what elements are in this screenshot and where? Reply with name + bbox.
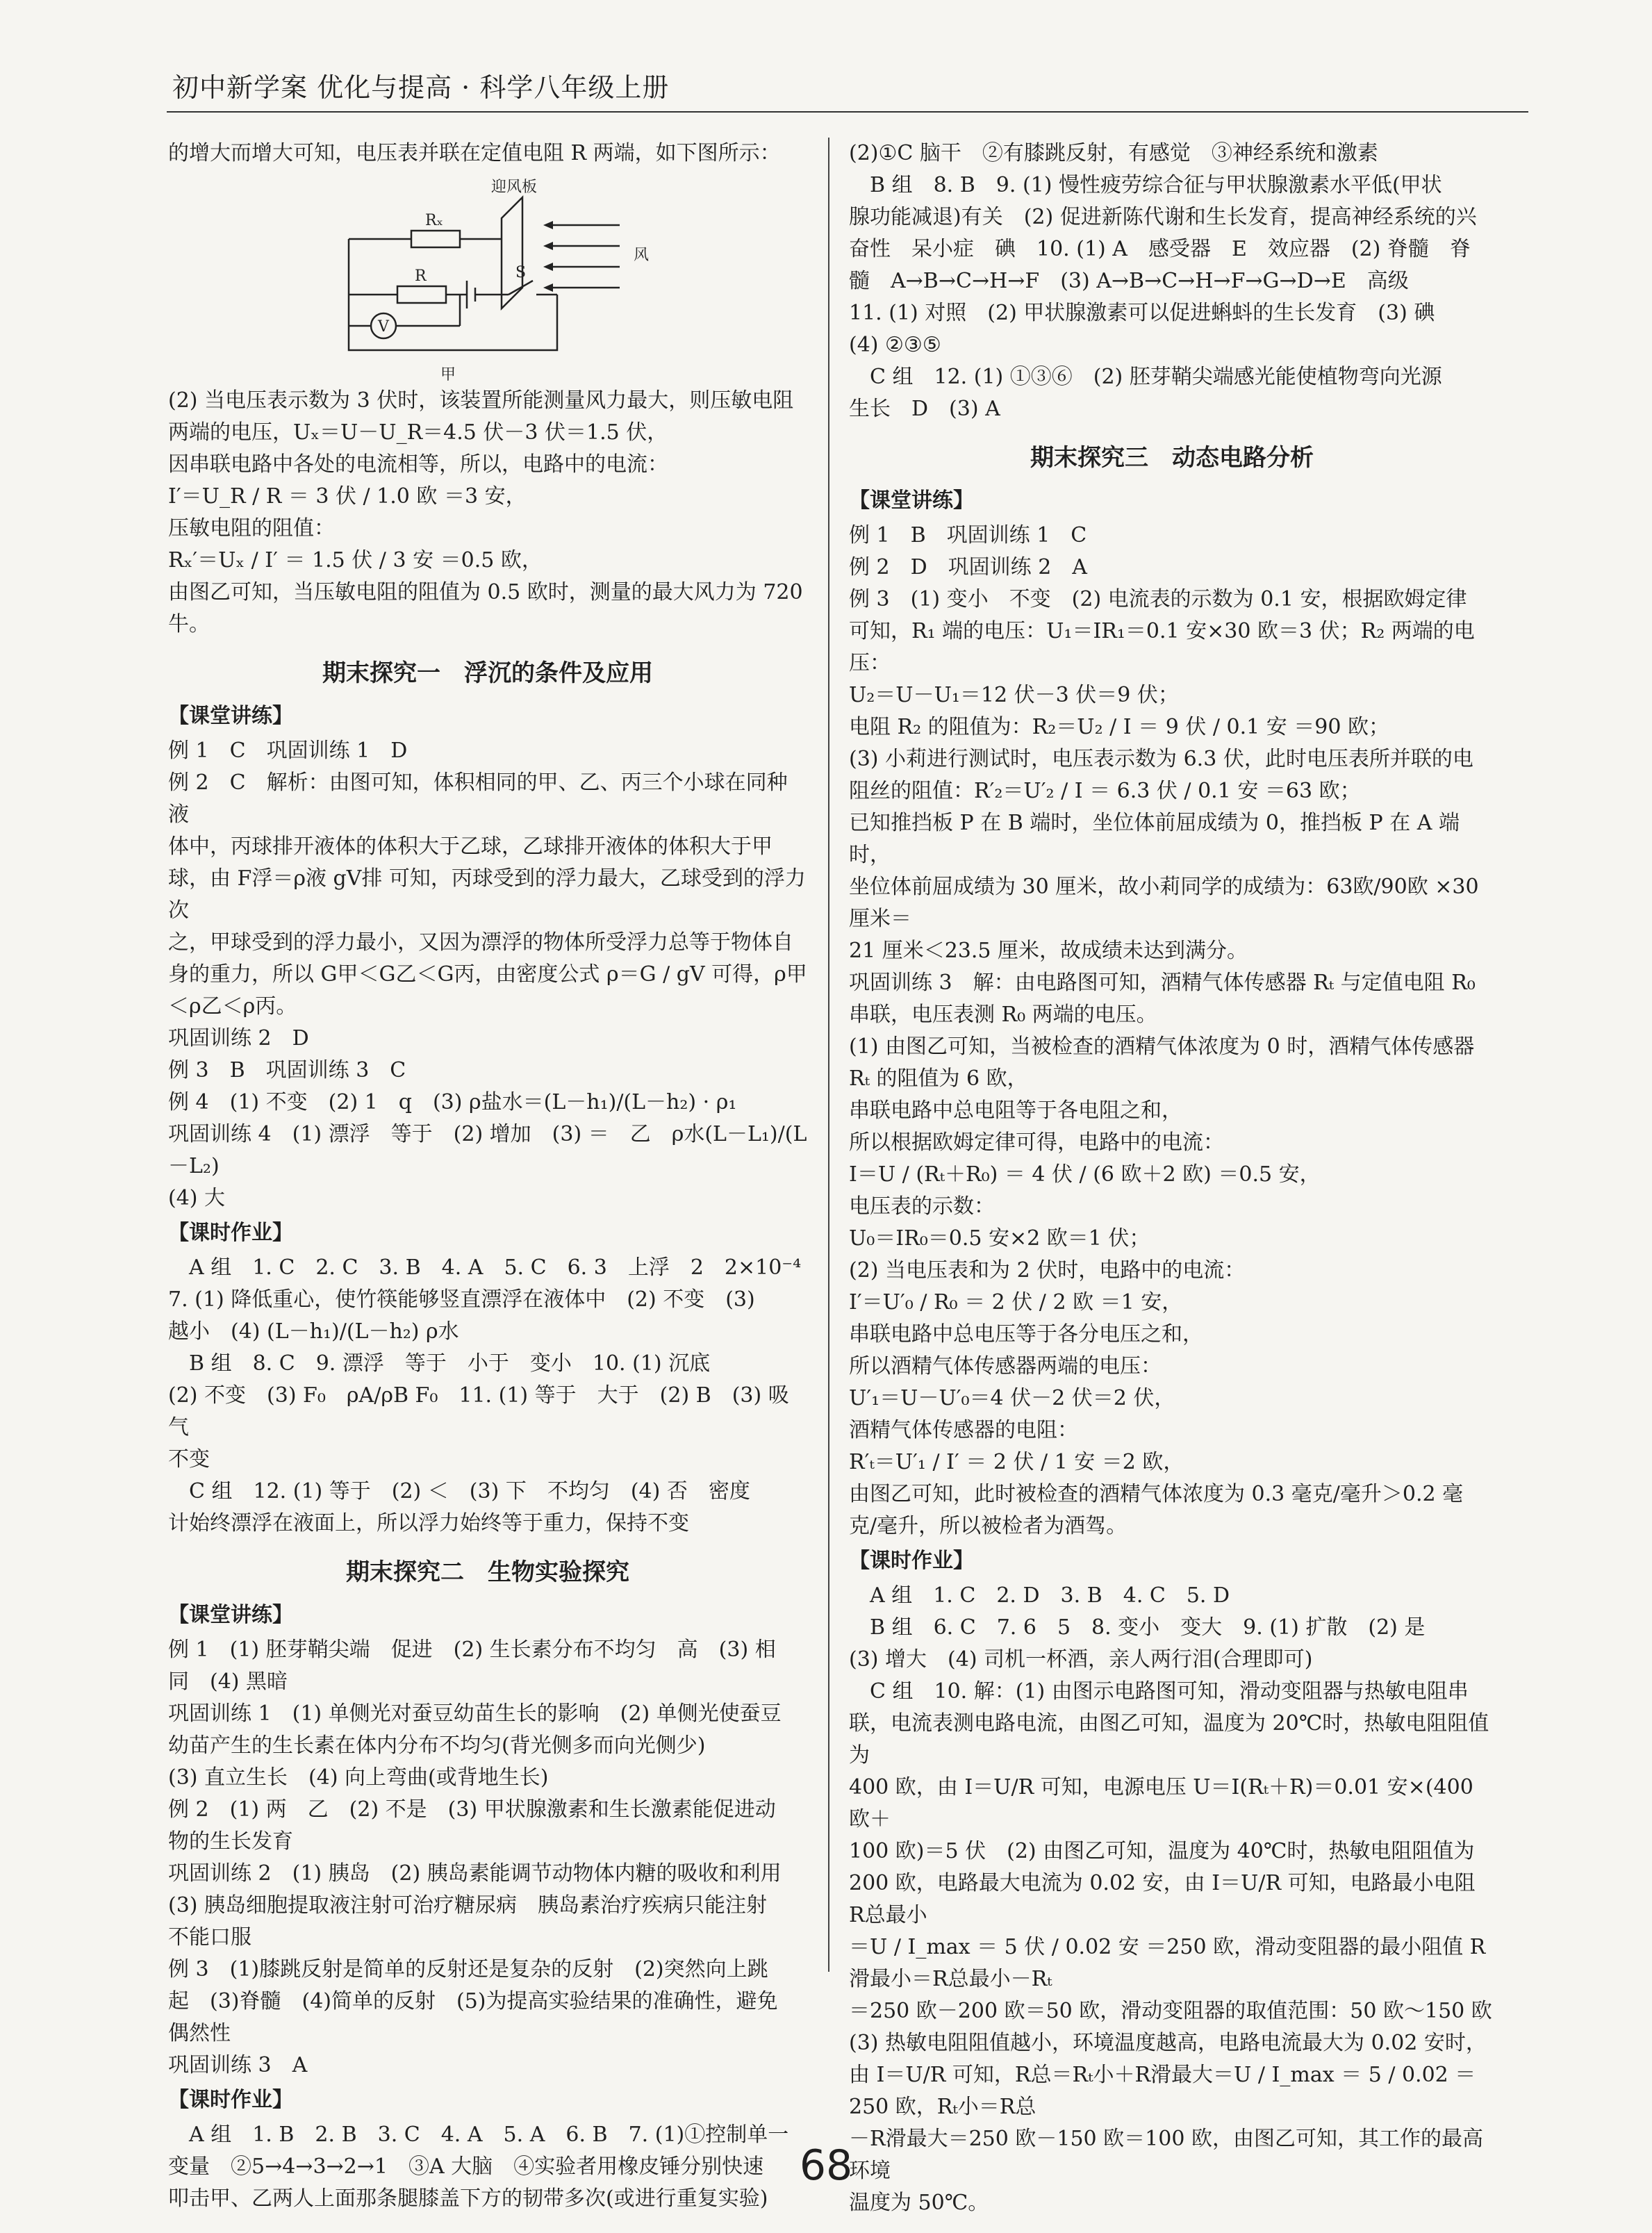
v-label: V (378, 318, 389, 336)
text-line: I′＝U′₀ / R₀ ＝ 2 伏 / 2 欧 ＝1 安， (849, 1290, 1183, 1315)
text-line: 联，电流表测电路电流，由图乙可知，温度为 20℃时，热敏电阻阻值为 (849, 1711, 1489, 1768)
text-line: 巩固训练 1 (1) 单侧光对蚕豆幼苗生长的影响 (2) 单侧光使蚕豆 (168, 1701, 782, 1726)
text-line: 由图乙可知，当压敏电阻的阻值为 0.5 欧时，测量的最大风力为 720 牛。 (168, 580, 810, 636)
text-line: B 组 8. C 9. 漂浮 等于 小于 变小 10. (1) 沉底 (168, 1351, 711, 1376)
text-line: 不能口服 (168, 1925, 251, 1950)
text-line: (3) 增大 (4) 司机一杯酒，亲人两行泪(合理即可) (849, 1647, 1313, 1672)
page-number: 68 (799, 2141, 853, 2190)
text-line: Rₓ′＝Uₓ / I′ ＝ 1.5 伏 / 3 安 ＝0.5 欧， (168, 548, 543, 572)
text-line: 例 2 (1) 两 乙 (2) 不是 (3) 甲状腺激素和生长激素能促进动 (168, 1797, 776, 1822)
text-line: 坐位体前屈成绩为 30 厘米，故小莉同学的成绩为：63欧/90欧 ×30 厘米＝ (849, 875, 1486, 931)
s-label: S (515, 264, 527, 281)
text-line: 由图乙可知，此时被检查的酒精气体浓度为 0.3 毫克/毫升＞0.2 毫 (849, 1482, 1464, 1506)
r-label: R (415, 267, 427, 285)
circuit-diagram (328, 176, 717, 385)
text-line: ＝250 欧－200 欧＝50 欧，滑动变阻器的取值范围：50 欧～150 欧 (849, 1999, 1492, 2023)
text-line: 巩固训练 4 (1) 漂浮 等于 (2) 增加 (3) ＝ 乙 ρ水(L－L₁)/(L－L₂) (168, 1122, 807, 1178)
text-line: 压敏电阻的阻值： (168, 516, 335, 541)
text-line: 例 3 B 巩固训练 3 C (168, 1058, 406, 1082)
text-line: 身的重力，所以 G甲＜G乙＜G丙，由密度公式 ρ＝G / gV 可得，ρ甲＜ρ乙＜ρ丙。 (168, 962, 807, 1019)
text-line: 因串联电路中各处的电流相等，所以，电路中的电流： (168, 452, 668, 477)
text-line: 不变 (168, 1447, 210, 1472)
left-column (168, 138, 810, 2215)
text-line: 例 1 B 巩固训练 1 C (849, 523, 1087, 547)
text-line: (2) 当电压表示数为 3 伏时，该装置所能测量风力最大，则压敏电阻 (168, 388, 794, 413)
page-header: 初中新学案 优化与提高 · 科学八年级上册 (172, 72, 670, 103)
sec1-classroom-block (168, 735, 807, 1214)
text-line: 越小 (4) (L－h₁)/(L－h₂) ρ水 (168, 1319, 459, 1344)
tag-classroom-1: 【课堂讲练】 (168, 704, 293, 728)
text-line: 之，甲球受到的浮力最小，又因为漂浮的物体所受浮力总等于物体自 (168, 930, 793, 955)
text-line: 温度为 50℃。 (849, 2191, 989, 2215)
text-line: 串联电路中总电压等于各分电压之和， (849, 1322, 1203, 1346)
tag-classroom-3: 【课堂讲练】 (849, 488, 974, 513)
text-line: 生长 D (3) A (849, 397, 1000, 421)
board-label: 迎风板 (491, 179, 538, 196)
right-column (849, 138, 1495, 2219)
tag-classroom-2: 【课堂讲练】 (168, 1603, 293, 1627)
text-line: 偶然性 (168, 2021, 231, 2045)
text-line: (3) 胰岛细胞提取液注射可治疗糖尿病 胰岛素治疗疾病只能注射 (168, 1893, 768, 1918)
text-line: －R滑最大＝250 欧－150 欧＝100 欧，由图乙可知，其工作的最高环境 (849, 2127, 1483, 2183)
text-line: 起 (3)脊髓 (4)简单的反射 (5)为提高实验结果的准确性，避免 (168, 1989, 778, 2013)
tag-homework-2: 【课时作业】 (168, 2088, 293, 2112)
text-line: (2) 不变 (3) F₀ ρA/ρB F₀ 11. (1) 等于 大于 (2) B (3) 吸气 (168, 1383, 789, 1440)
text-line: (2)①C 脑干 ②有膝跳反射，有感觉 ③神经系统和激素 (849, 141, 1378, 165)
text-line: 7. (1) 降低重心，使竹筷能够竖直漂浮在液体中 (2) 不变 (3) (168, 1287, 755, 1312)
text-line: B 组 6. C 7. 6 5 8. 变小 变大 9. (1) 扩散 (2) 是 (849, 1615, 1426, 1640)
intro-block (168, 138, 807, 170)
text-line: (4) ②③⑤ (849, 333, 941, 357)
text-line: 计始终漂浮在液面上，所以浮力始终等于重力，保持不变 (168, 1511, 689, 1535)
section-title-2: 期末探究二 生物实验探究 (346, 1558, 629, 1586)
text-line: 已知推挡板 P 在 B 端时，坐位体前屈成绩为 0，推挡板 P 在 A 端时， (849, 811, 1460, 867)
text-line: Rₜ 的阻值为 6 欧， (849, 1066, 1028, 1091)
text-line: 21 厘米＜23.5 厘米，故成绩未达到满分。 (849, 939, 1248, 963)
text-line: 阻丝的阻值：R′₂＝U′₂ / I ＝ 6.3 伏 / 0.1 安 ＝63 欧； (849, 779, 1361, 803)
text-line: 可知，R₁ 端的电压：U₁＝IR₁＝0.1 安×30 欧＝3 伏；R₂ 两端的电压： (849, 619, 1475, 675)
text-line: 奋性 呆小症 碘 10. (1) A 感受器 E 效应器 (2) 脊髓 脊 (849, 237, 1471, 261)
text-line: U₂＝U－U₁＝12 伏－3 伏＝9 伏； (849, 683, 1179, 707)
text-line: 两端的电压，Uₓ＝U－U_R＝4.5 伏－3 伏＝1.5 伏， (168, 420, 668, 445)
text-line: (3) 直立生长 (4) 向上弯曲(或背地生长) (168, 1765, 549, 1790)
text-line: (2) 当电压表和为 2 伏时，电路中的电流： (849, 1258, 1246, 1283)
text-line: (4) 大 (168, 1186, 226, 1210)
text-line: A 组 1. C 2. C 3. B 4. A 5. C 6. 3 上浮 2 2×10⁻⁴ (168, 1255, 802, 1280)
text-line: 巩固训练 2 (1) 胰岛 (2) 胰岛素能调节动物体内糖的吸收和利用 (168, 1861, 782, 1886)
text-line: 200 欧，电路最大电流为 0.02 安，由 I＝U/R 可知，电路最小电阻 R总最小 (849, 1871, 1482, 1927)
sec3-classroom-block (849, 520, 1495, 1542)
column-divider (828, 138, 829, 1972)
text-line: 物的生长发育 (168, 1829, 293, 1854)
text-line: 克/毫升，所以被检者为酒驾。 (849, 1514, 1128, 1538)
tag-homework-3: 【课时作业】 (849, 1549, 974, 1573)
section-title-1: 期末探究一 浮沉的条件及应用 (322, 659, 653, 687)
sec3-homework-block (849, 1580, 1495, 2219)
text-line: 例 1 (1) 胚芽鞘尖端 促进 (2) 生长素分布不均匀 高 (3) 相 (168, 1638, 776, 1662)
text-line: A 组 1. B 2. B 3. C 4. A 5. A 6. B 7. (1)①控制单一 (168, 2123, 789, 2147)
text-line: 串联电路中总电阻等于各电阻之和， (849, 1098, 1182, 1123)
text-line: 电压表的示数： (849, 1194, 995, 1219)
tag-homework-1: 【课时作业】 (168, 1221, 293, 1245)
text-line: 例 2 D 巩固训练 2 A (849, 555, 1087, 579)
text-line: 酒精气体传感器的电阻： (849, 1418, 1078, 1442)
text-line: 串联，电压表测 R₀ 两端的电压。 (849, 1003, 1157, 1027)
text-line: (1) 由图乙可知，当被检查的酒精气体浓度为 0 时，酒精气体传感器 (849, 1035, 1475, 1059)
text-line: 幼苗产生的生长素在体内分布不均匀(背光侧多而向光侧少) (168, 1733, 706, 1758)
sec1-homework-block (168, 1252, 807, 1540)
text-line: I＝U / (Rₜ＋R₀) ＝ 4 伏 / (6 欧＋2 欧) ＝0.5 安， (849, 1162, 1321, 1187)
text-line: C 组 12. (1) 等于 (2) ＜ (3) 下 不均匀 (4) 否 密度 (168, 1479, 750, 1503)
text-line: 体中，丙球排开液体的体积大于乙球，乙球排开液体的体积大于甲 (168, 834, 773, 859)
text-line: 电阻 R₂ 的阻值为：R₂＝U₂ / I ＝ 9 伏 / 0.1 安 ＝90 欧； (849, 715, 1390, 739)
text-line: A 组 1. C 2. D 3. B 4. C 5. D (849, 1583, 1230, 1608)
text-line: 巩固训练 3 解：由电路图可知，酒精气体传感器 Rₜ 与定值电阻 R₀ (849, 971, 1476, 995)
text-line: (3) 小莉进行测试时，电压表示数为 6.3 伏，此时电压表所并联的电 (849, 747, 1473, 771)
text-line: C 组 12. (1) ①③⑥ (2) 胚芽鞘尖端感光能使植物弯向光源 (849, 365, 1442, 389)
text-line: I′＝U_R / R ＝ 3 伏 / 1.0 欧 ＝3 安， (168, 484, 527, 509)
text-line: 由 I＝U/R 可知，R总＝Rₜ小＋R滑最大＝U / I_max ＝ 5 / 0.02 ＝250 欧，Rₜ小＝R总 (849, 2063, 1476, 2119)
text-line: 例 2 C 解析：由图可知，体积相同的甲、乙、丙三个小球在同种液 (168, 771, 788, 827)
text-line: 例 3 (1) 变小 不变 (2) 电流表的示数为 0.1 安，根据欧姆定律 (849, 587, 1467, 611)
rx-label: Rₓ (425, 212, 443, 229)
wind-label: 风 (634, 247, 650, 264)
header-rule (167, 111, 1528, 113)
text-line: C 组 10. 解：(1) 由图示电路图可知，滑动变阻器与热敏电阻串 (849, 1679, 1469, 1704)
section-title-3: 期末探究三 动态电路分析 (1030, 444, 1314, 472)
text-line: 所以酒精气体传感器两端的电压： (849, 1354, 1162, 1378)
text-line: 叩击甲、乙两人上面那条腿膝盖下方的韧带多次(或进行重复实验) (168, 2186, 768, 2211)
sec2-classroom-block (168, 1634, 807, 2082)
text-line: 巩固训练 3 A (168, 2053, 308, 2077)
text-line: 球，由 F浮＝ρ液 gV排 可知，丙球受到的浮力最大，乙球受到的浮力次 (168, 866, 806, 923)
text-line: R′ₜ＝U′₁ / I′ ＝ 2 伏 / 1 安 ＝2 欧， (849, 1450, 1184, 1474)
right-top-block (849, 138, 1495, 425)
text-line: 巩固训练 2 D (168, 1026, 309, 1050)
text-line: U₀＝IR₀＝0.5 安×2 欧＝1 伏； (849, 1226, 1150, 1251)
text-line: 例 4 (1) 不变 (2) 1 q (3) ρ盐水＝(L－h₁)/(L－h₂) · ρ₁ (168, 1090, 737, 1114)
text-line: 例 3 (1)膝跳反射是简单的反射还是复杂的反射 (2)突然向上跳 (168, 1957, 768, 1981)
after-figure-block (168, 385, 810, 641)
figure-caption: 甲 (440, 366, 456, 384)
text-line: U′₁＝U－U′₀＝4 伏－2 伏＝2 伏， (849, 1386, 1175, 1410)
text-line: 变量 ②5→4→3→2→1 ③A 大脑 ④实验者用橡皮锤分别快速 (168, 2154, 764, 2179)
text-line: 腺功能减退)有关 (2) 促进新陈代谢和生长发育，提高神经系统的兴 (849, 205, 1477, 229)
text-line: 髓 A→B→C→H→F (3) A→B→C→H→F→G→D→E 高级 (849, 269, 1409, 293)
text-line: 100 欧)＝5 伏 (2) 由图乙可知，温度为 40℃时，热敏电阻阻值为 (849, 1839, 1475, 1863)
text-line: B 组 8. B 9. (1) 慢性疲劳综合征与甲状腺激素水平低(甲状 (849, 173, 1442, 197)
text-line: 400 欧，由 I＝U/R 可知，电源电压 U＝I(Rₜ＋R)＝0.01 安×(400 欧＋ (849, 1775, 1480, 1831)
text-line: 所以根据欧姆定律可得，电路中的电流： (849, 1130, 1224, 1155)
text-line: 例 1 C 巩固训练 1 D (168, 739, 408, 763)
text-line: 11. (1) 对照 (2) 甲状腺激素可以促进蝌蚪的生长发育 (3) 碘 (849, 301, 1435, 325)
text-line: (3) 热敏电阻阻值越小，环境温度越高，电路电流最大为 0.02 安时， (849, 2031, 1487, 2055)
text-line: 同 (4) 黑暗 (168, 1670, 288, 1694)
text-line: 的增大而增大可知，电压表并联在定值电阻 R 两端，如下图所示： (168, 141, 781, 165)
text-line: ＝U / I_max ＝ 5 伏 / 0.02 安 ＝250 欧，滑动变阻器的最小阻值 R滑最小＝R总最小－Rₜ (849, 1935, 1486, 1991)
